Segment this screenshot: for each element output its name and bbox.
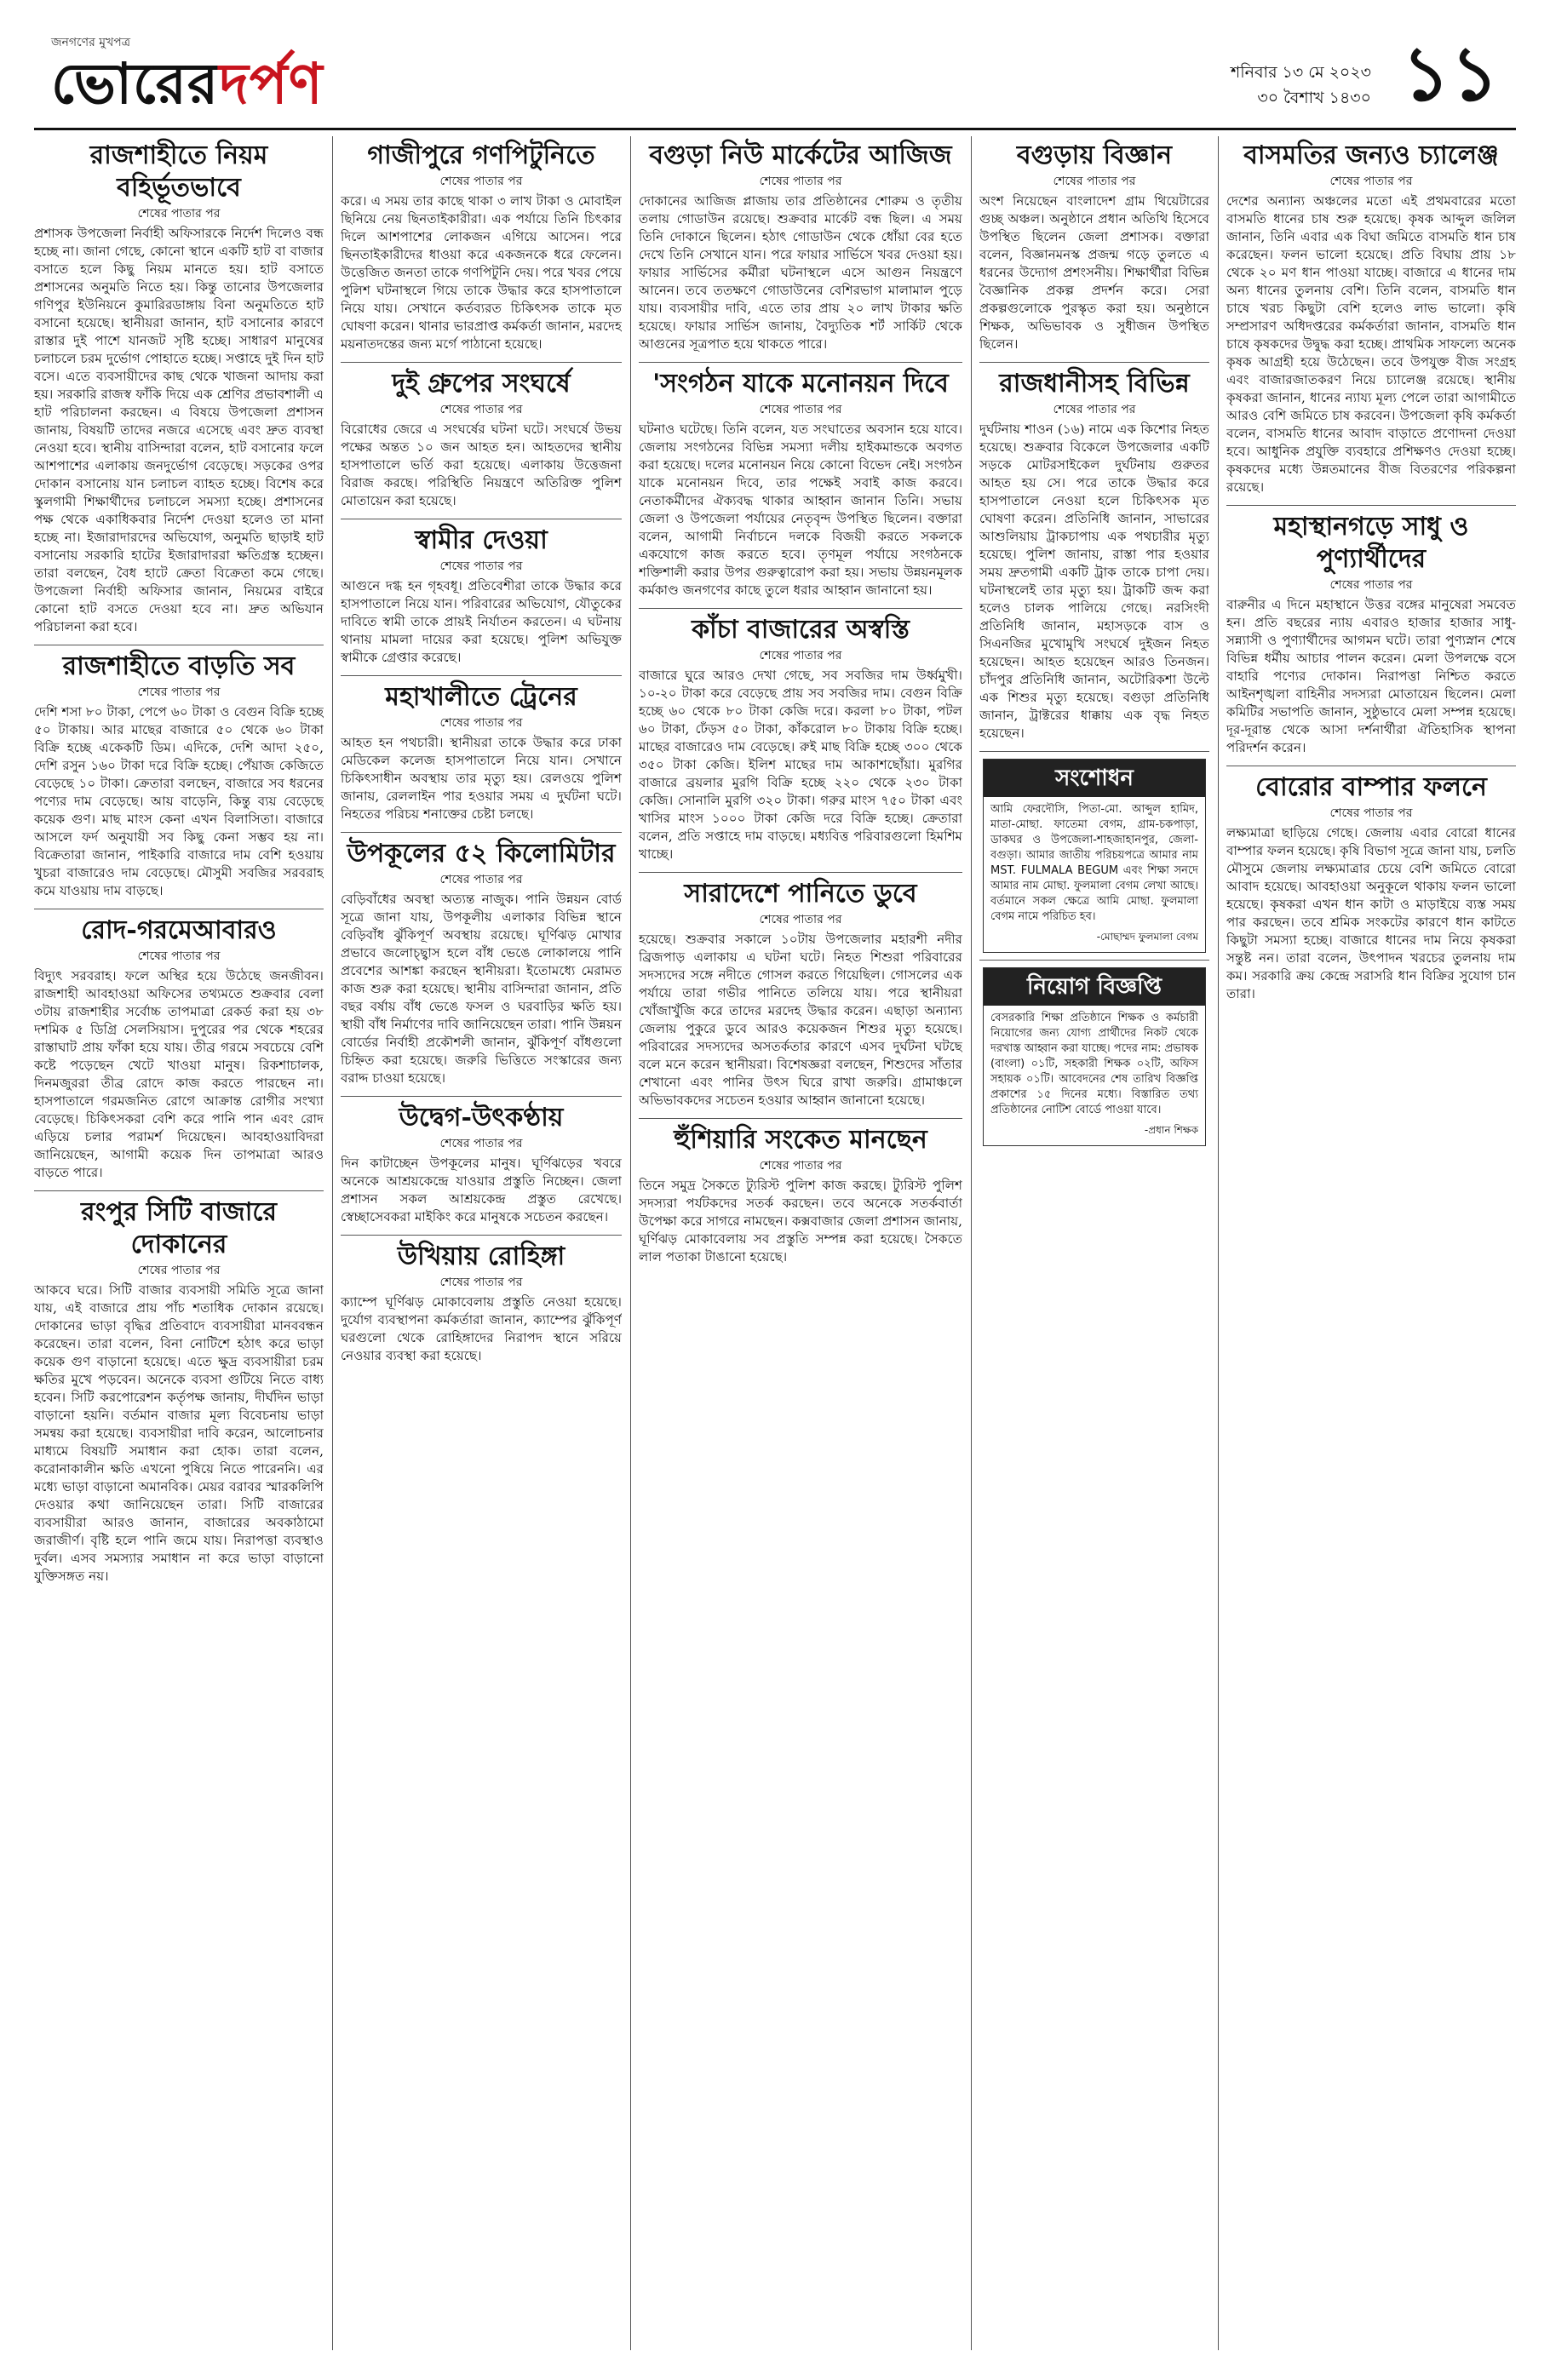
article-divider — [979, 960, 1209, 961]
date-block — [1231, 60, 1371, 111]
article — [1226, 771, 1516, 1003]
column-divider — [630, 136, 631, 2350]
article-kicker: শেষের পাতার পর — [759, 403, 842, 416]
article-headline[interactable]: রাজশাহীতে বাড়তি সব — [62, 651, 296, 681]
article-headline[interactable]: সারাদেশে পানিতে ডুবে — [684, 879, 917, 909]
article-kicker: শেষের পাতার পর — [1329, 175, 1413, 188]
notice-body: বেসরকারি শিক্ষা প্রতিষ্ঠানে শিক্ষক ও কর্মচারী নিয়োগের জন্য যোগ্য প্রার্থীদের নিকট থেকে দরখাস্ত আহ্বান করা যাচ্ছে। পদের নাম: প্রভাষক (বাংলা) ০১টি, সহকারী শিক্ষক ০২টি, অফিস সহায়ক ০১টি। আবেদনের শেষ তারিখ বিজ্ঞপ্তি প্রকাশের ১৫ দিনের মধ্যে। বিস্তারিত তথ্য প্রতিষ্ঠানের নোটিশ বোর্ডে পাওয়া যাবে। — [990, 1012, 1198, 1116]
article-body: দোকানের আজিজ প্লাজায় তার প্রতিষ্ঠানের শোরুম ও তৃতীয় তলায় গোডাউন রয়েছে। শুক্রবার মার্কেট বন্ধ ছিল। এ সময় তিনি দোকানে ছিলেন। হঠাৎ গোডাউন থেকে ধোঁয়া বের হতে দেখে তিনি সেখানে যান। পরে ফায়ার সার্ভিসে খবর দেওয়া হয়। ফায়ার সার্ভিসের কর্মীরা ঘটনাস্থলে এসে আগুন নিয়ন্ত্রণে আনেন। তবে ততক্ষণে গোডাউনের বেশিরভাগ মালামাল পুড়ে যায়। ব্যবসায়ীর দাবি, এতে তার প্রায় ২০ লাখ টাকার ক্ষতি হয়েছে। ফায়ার সার্ভিস জানায়, বৈদ্যুতিক শর্ট সার্কিট থেকে আগুনের সূত্রপাত হয়ে থাকতে পারে। — [639, 193, 962, 352]
article-divider — [341, 1235, 622, 1236]
article-body: তিনে সমুদ্র সৈকতে ট্যুরিস্ট পুলিশ কাজ করছে। ট্যুরিস্ট পুলিশ সদস্যরা পর্যটকদের সতর্ক করছেন। তবে অনেকে সতর্কবার্তা উপেক্ষা করে সাগরে নামছেন। কক্সবাজার জেলা প্রশাসন জানায়, ঘূর্ণিঝড় মোকাবেলায় সব প্রস্তুতি সম্পন্ন করা হয়েছে। সৈকতে লাল পতাকা টাঙানো হয়েছে। — [639, 1178, 962, 1265]
article-kicker: শেষের পাতার পর — [1053, 403, 1136, 416]
article-divider — [341, 675, 622, 676]
article-body: বেড়িবাঁধের অবস্থা অত্যন্ত নাজুক। পানি উন্নয়ন বোর্ড সূত্রে জানা যায়, উপকূলীয় এলাকার বিভিন্ন স্থানে বেড়িবাঁধ ঝুঁকিপূর্ণ অবস্থায় রয়েছে। ঘূর্ণিঝড় মোখার প্রভাবে জলোচ্ছ্বাস হলে বাঁধ ভেঙে লোকালয়ে পানি প্রবেশের আশঙ্কা করছেন স্থানীয়রা। ইতোমধ্যে মেরামত কাজ শুরু করা হয়েছে। স্থানীয় বাসিন্দারা জানান, প্রতি বছর বর্ষায় বাঁধ ভেঙে ফসল ও ঘরবাড়ির ক্ষতি হয়। স্থায়ী বাঁধ নির্মাণের দাবি জানিয়েছেন তারা। পানি উন্নয়ন বোর্ডের নির্বাহী প্রকৌশলী জানান, ঝুঁকিপূর্ণ বাঁধগুলো চিহ্নিত করা হয়েছে। জরুরি ভিত্তিতে সংস্কারের জন্য বরাদ্দ চাওয়া হয়েছে। — [341, 892, 622, 1086]
article-body: ক্যাম্পে ঘূর্ণিঝড় মোকাবেলায় প্রস্তুতি নেওয়া হয়েছে। দুর্যোগ ব্যবস্থাপনা কর্মকর্তারা জানান, ক্যাম্পের ঝুঁকিপূর্ণ ঘরগুলো থেকে রোহিঙ্গাদের নিরাপদ স্থানে সরিয়ে নেওয়ার ব্যবস্থা করা হয়েছে। — [341, 1294, 622, 1363]
article-headline[interactable]: উখিয়ায় রোহিঙ্গা — [397, 1242, 565, 1271]
column-2 — [341, 136, 622, 2350]
article-body: হয়েছে। শুক্রবার সকালে ১০টায় উপজেলার মহারশী নদীর ব্রিজপাড় এলাকায় এ ঘটনা ঘটে। নিহত শিশুরা পরিবারের সদস্যদের সঙ্গে নদীতে গোসল করতে গিয়েছিল। গোসলের এক পর্যায়ে তারা গভীর পানিতে তলিয়ে যায়। পরে স্থানীয়রা খোঁজাখুঁজি করে তাদের মরদেহ উদ্ধার করেন। এছাড়া অন্যান্য জেলায় পুকুরে ডুবে আরও কয়েকজন শিশুর মৃত্যু হয়েছে। পরিবারের সদস্যদের অসতর্কতার কারণে এসব দুর্ঘটনা ঘটছে বলে মনে করেন স্থানীয়রা। বিশেষজ্ঞরা বলছেন, শিশুদের সাঁতার শেখানো এবং পানির উৎস ঘিরে রাখা জরুরি। গ্রামাঞ্চলে অভিভাবকদের সচেতন হওয়ার আহ্বান জানানো হয়েছে। — [639, 932, 962, 1108]
article-body: দেশি শসা ৮০ টাকা, পেপে ৬০ টাকা ও বেগুন বিক্রি হচ্ছে ৫০ টাকায়। আর মাছের বাজারে ৫০ থেকে ৬০ টাকা বিক্রি হচ্ছে একেকটি ডিম। এদিকে, দেশি আদা ২৫০, দেশি রসুন ১৬০ টাকা দরে বিক্রি হচ্ছে। পেঁয়াজ কেজিতে বেড়েছে ১০ টাকা। ক্রেতারা বলছেন, বাজারে সব ধরনের পণ্যের দাম বেড়েছে। আয় বাড়েনি, কিন্তু ব্যয় বেড়েছে কয়েক গুণ। মাছ মাংস কেনা এখন বিলাসিতা। বাজারে আসলে ফর্দ অনুযায়ী সব কিছু কেনা সম্ভব হয় না। বিক্রেতারা জানান, পাইকারি বাজারে দাম বেশি হওয়ায় খুচরা বাজারেও দাম বেড়েছে। মৌসুমী সবজির সরবরাহ কমে যাওয়ায় দাম বাড়ছে। — [34, 704, 324, 898]
article-headline[interactable]: উদ্বেগ-উৎকণ্ঠায় — [399, 1103, 564, 1133]
article — [341, 1241, 622, 1365]
column-4 — [979, 136, 1209, 2350]
logo-part2: দর্পণ — [219, 50, 324, 117]
article — [341, 1102, 622, 1226]
article-kicker: শেষের পাতার পর — [137, 685, 221, 699]
article-headline[interactable]: রাজশাহীতে নিয়ম বহির্ভূতভাবে — [89, 141, 268, 203]
article — [979, 368, 1209, 743]
article-kicker: শেষের পাতার পর — [1329, 806, 1413, 820]
article-headline[interactable]: কাঁচা বাজারের অস্বস্তি — [692, 615, 910, 645]
article-divider — [1226, 505, 1516, 506]
article — [1226, 511, 1516, 757]
column-divider — [332, 136, 333, 2350]
article-kicker: শেষের পাতার পর — [1053, 175, 1136, 188]
logo[interactable] — [51, 32, 324, 117]
article-kicker: শেষের পাতার পর — [759, 1159, 842, 1173]
article-headline[interactable]: স্বামীর দেওয়া — [415, 525, 548, 555]
article — [639, 614, 962, 863]
article-divider — [639, 608, 962, 609]
article-headline[interactable]: রোদ-গরমেআবারও — [81, 915, 277, 945]
article — [639, 368, 962, 599]
notice-box — [983, 759, 1206, 953]
article-kicker: শেষের পাতার পর — [137, 1264, 221, 1277]
logo-part1: ভোরের — [51, 50, 220, 117]
masthead — [34, 26, 1516, 130]
article — [34, 1196, 324, 1586]
notice-title: সংশোধন — [984, 760, 1205, 797]
article — [34, 915, 324, 1182]
column-divider — [1218, 136, 1219, 2350]
article-body: বারুনীর এ দিনে মহাস্থানে উত্তর বঙ্গের মানুষেরা সমবেত হন। প্রতি বছরের ন্যায় এবারও হাজার হাজার সাধু-সন্ন্যাসী ও পুণ্যার্থীদের আগমন ঘটে। তারা পুণ্যস্নান শেষে বিভিন্ন ধর্মীয় আচার পালন করেন। মেলা উপলক্ষে বসে বাহারি পণ্যের দোকান। নিরাপত্তা নিশ্চিত করতে আইনশৃঙ্খলা বাহিনীর সদস্যরা মোতায়েন ছিলেন। মেলা কমিটির সভাপতি জানান, সুষ্ঠুভাবে মেলা সম্পন্ন হয়েছে। দূর-দূরান্ত থেকে আসা দর্শনার্থীরা ঐতিহাসিক স্থাপনা পরিদর্শন করেন। — [1226, 597, 1516, 755]
article-headline[interactable]: রাজধানীসহ বিভিন্ন — [999, 369, 1190, 399]
article-kicker: শেষের পাতার পর — [137, 949, 221, 963]
article-kicker: শেষের পাতার পর — [439, 1276, 523, 1289]
article-headline[interactable]: দুই গ্রুপের সংঘর্ষে — [392, 369, 571, 399]
article-columns — [34, 136, 1516, 2350]
article-divider — [639, 1118, 962, 1119]
article-body: আগুনে দগ্ধ হন গৃহবধূ। প্রতিবেশীরা তাকে উদ্ধার করে হাসপাতালে নিয়ে যান। পরিবারের অভিযোগ, যৌতুকের দাবিতে স্বামী তাকে প্রায়ই নির্যাতন করতেন। এ ঘটনায় থানায় মামলা দায়ের করা হয়েছে। পুলিশ অভিযুক্ত স্বামীকে গ্রেপ্তার করেছে। — [341, 578, 622, 665]
article-divider — [341, 832, 622, 833]
article-body: বিদ্যুৎ সরবরাহ। ফলে অস্থির হয়ে উঠেছে জনজীবন। রাজশাহী আবহাওয়া অফিসের তথ্যমতে শুক্রবার বেলা ৩টায় রাজশাহীর সর্বোচ্চ তাপমাত্রা রেকর্ড করা হয় ৩৮ দশমিক ৫ ডিগ্রি সেলসিয়াস। দুপুরের পর থেকে শহরের রাস্তাঘাট প্রায় ফাঁকা হয়ে যায়। তীব্র গরমে সবচেয়ে বেশি কষ্টে পড়েছেন খেটে খাওয়া মানুষ। রিকশাচালক, দিনমজুররা তীব্র রোদে কাজ করতে পারছেন না। হাসপাতালে গরমজনিত রোগে আক্রান্ত রোগীর সংখ্যা বেড়েছে। চিকিৎসকরা বেশি করে পানি পান এবং রোদ এড়িয়ে চলার পরামর্শ দিয়েছেন। আবহাওয়াবিদরা জানিয়েছেন, আগামী কয়েক দিন তাপমাত্রা আরও বাড়তে পারে। — [34, 968, 324, 1180]
column-5 — [1226, 136, 1516, 2350]
article — [341, 368, 622, 510]
article-headline[interactable]: বগুড়া নিউ মার্কেটের আজিজ — [649, 141, 952, 170]
article-kicker: শেষের পাতার পর — [439, 873, 523, 886]
notice-title: নিয়োগ বিজ্ঞপ্তি — [984, 968, 1205, 1006]
article — [979, 140, 1209, 353]
article-headline[interactable]: বোরোর বাম্পার ফলনে — [1255, 772, 1487, 802]
article — [34, 140, 324, 636]
article — [639, 878, 962, 1110]
article-body: অংশ নিয়েছেন বাংলাদেশ গ্রাম থিয়েটারের গুচ্ছ অঞ্চল। অনুষ্ঠানে প্রধান অতিথি হিসেবে উপস্থিত ছিলেন জেলা প্রশাসক। বক্তারা বলেন, বিজ্ঞানমনস্ক প্রজন্ম গড়ে তুলতে এ ধরনের উদ্যোগ প্রশংসনীয়। শিক্ষার্থীরা বিভিন্ন বৈজ্ঞানিক প্রকল্প প্রদর্শন করে। সেরা প্রকল্পগুলোকে পুরস্কৃত করা হয়। অনুষ্ঠানে শিক্ষক, অভিভাবক ও সুধীজন উপস্থিত ছিলেন। — [979, 193, 1209, 352]
article-body: দেশের অন্যান্য অঞ্চলের মতো এই প্রথমবারের মতো বাসমতি ধানের চাষ শুরু হয়েছে। কৃষক আব্দুল জলিল জানান, তিনি এবার এক বিঘা জমিতে বাসমতি ধান চাষ করেছেন। ফলন ভালো হয়েছে। প্রতি বিঘায় প্রায় ১৮ থেকে ২০ মণ ধান পাওয়া যাচ্ছে। বাজারে এ ধানের দাম অন্য ধানের তুলনায় বেশি। তিনি বলেন, বাসমতি ধান চাষে খরচ কিছুটা বেশি হলেও লাভ ভালো। কৃষি সম্প্রসারণ অধিদপ্তরের কর্মকর্তারা জানান, বাসমতি ধান চাষে কৃষকদের উদ্বুদ্ধ করা হচ্ছে। প্রাথমিক সাফল্যে অনেক কৃষক আগ্রহী হয়ে উঠেছেন। তবে উপযুক্ত বীজ সংগ্রহ এবং বাজারজাতকরণ নিয়ে চ্যালেঞ্জ রয়েছে। স্থানীয় কৃষকরা জানান, ধানের ন্যায্য মূল্য পেলে তারা আগামীতে আরও বেশি জমিতে চাষ করবেন। উপজেলা কৃষি কর্মকর্তা বলেন, বাসমতি ধানের আবাদ বাড়াতে প্রণোদনা দেওয়া হবে। আধুনিক প্রযুক্তি ব্যবহারে প্রশিক্ষণও দেওয়া হচ্ছে। কৃষকদের মধ্যে উন্নতমানের বীজ বিতরণের পরিকল্পনা রয়েছে। — [1226, 193, 1516, 495]
article-body: দুর্ঘটনায় শাওন (১৬) নামে এক কিশোর নিহত হয়েছে। শুক্রবার বিকেলে উপজেলার একটি সড়কে মোটরসাইকেল দুর্ঘটনায় গুরুতর আহত হয় সে। পরে তাকে উদ্ধার করে হাসপাতালে নেওয়া হলে চিকিৎসক মৃত ঘোষণা করেন। প্রতিনিধি জানান, সাভারের আশুলিয়ায় ট্রাকচাপায় এক পথচারীর মৃত্যু হয়েছে। পুলিশ জানায়, রাস্তা পার হওয়ার সময় দ্রুতগামী একটি ট্রাক তাকে চাপা দেয়। ঘটনাস্থলেই তার মৃত্যু হয়। ট্রাকটি জব্দ করা হলেও চালক পালিয়ে গেছে। নরসিংদী প্রতিনিধি জানান, মহাসড়কে বাস ও সিএনজির মুখোমুখি সংঘর্ষে দুইজন নিহত হয়েছেন। আহত হয়েছেন আরও তিনজন। চাঁদপুর প্রতিনিধি জানান, অটোরিকশা উল্টে এক শিশুর মৃত্যু হয়েছে। বগুড়া প্রতিনিধি জানান, ট্রাক্টরের ধাক্কায় এক বৃদ্ধ নিহত হয়েছেন। — [979, 422, 1209, 741]
article — [1226, 140, 1516, 496]
notice-signature: -প্রধান শিক্ষক — [1144, 1124, 1198, 1136]
article-headline[interactable]: গাজীপুরে গণপিটুনিতে — [367, 141, 595, 170]
article-body: করে। এ সময় তার কাছে থাকা ৩ লাখ টাকা ও মোবাইল ছিনিয়ে নেয় ছিনতাইকারীরা। এক পর্যায়ে তিনি চিৎকার দিলে আশপাশের লোকজন এগিয়ে আসেন। পরে ছিনতাইকারীদের ধাওয়া করে একজনকে ধরে ফেলেন। উত্তেজিত জনতা তাকে গণপিটুনি দেয়। পরে খবর পেয়ে পুলিশ ঘটনাস্থলে গিয়ে তাকে উদ্ধার করে হাসপাতালে নিয়ে যায়। সেখানে কর্তব্যরত চিকিৎসক তাকে মৃত ঘোষণা করেন। থানার ভারপ্রাপ্ত কর্মকর্তা জানান, মরদেহ ময়নাতদন্তের জন্য মর্গে পাঠানো হয়েছে। — [341, 193, 622, 352]
notice-signature: -মোছাম্মদ ফুলমালা বেগম — [1096, 931, 1198, 943]
article-divider — [341, 362, 622, 363]
column-divider — [971, 136, 972, 2350]
article-kicker: শেষের পাতার পর — [439, 559, 523, 573]
date-bengali: ৩০ বৈশাখ ১৪৩০ — [1257, 89, 1371, 107]
article-headline[interactable]: হুঁশিয়ারি সংকেত মানছেন — [674, 1125, 927, 1155]
article-body: লক্ষ্যমাত্রা ছাড়িয়ে গেছে। জেলায় এবার বোরো ধানের বাম্পার ফলন হয়েছে। কৃষি বিভাগ সূত্রে জানা যায়, চলতি মৌসুমে জেলায় লক্ষ্যমাত্রার চেয়ে বেশি জমিতে বোরো আবাদ হয়েছে। আবহাওয়া অনুকূলে থাকায় ফলন ভালো হয়েছে। কৃষকরা এখন ধান কাটা ও মাড়াইয়ে ব্যস্ত সময় পার করছেন। তবে শ্রমিক সংকটের কারণে ধান কাটতে কিছুটা সমস্যা হচ্ছে। বাজারে ধানের দাম নিয়ে কৃষকরা সন্তুষ্ট নন। তারা বলেন, উৎপাদন খরচের তুলনায় দাম কম। সরকারি ক্রয় কেন্দ্রে সরাসরি ধান বিক্রির সুযোগ চান তারা। — [1226, 825, 1516, 1001]
notice-box — [983, 967, 1206, 1146]
column-3 — [639, 136, 962, 2350]
logo-tagline: জনগণের মুখপত্র — [51, 36, 131, 49]
article-divider — [979, 362, 1209, 363]
page-number: ১১ — [1401, 29, 1499, 118]
article — [341, 681, 622, 823]
article-divider — [639, 872, 962, 873]
article — [341, 140, 622, 353]
article-body: আকবে ঘরে। সিটি বাজার ব্যবসায়ী সমিতি সূত্রে জানা যায়, এই বাজারে প্রায় পাঁচ শতাধিক দোকান রয়েছে। দোকানের ভাড়া বৃদ্ধির প্রতিবাদে ব্যবসায়ীরা মানববন্ধন করেছেন। তারা বলেন, বিনা নোটিশে হঠাৎ করে ভাড়া কয়েক গুণ বাড়ানো হয়েছে। এতে ক্ষুদ্র ব্যবসায়ীরা চরম ক্ষতির মুখে পড়বেন। অনেকে ব্যবসা গুটিয়ে নিতে বাধ্য হবেন। সিটি করপোরেশন কর্তৃপক্ষ জানায়, দীর্ঘদিন ভাড়া বাড়ানো হয়নি। বর্তমান বাজার মূল্য বিবেচনায় ভাড়া সমন্বয় করা হয়েছে। ব্যবসায়ীরা দাবি করেন, আলোচনার মাধ্যমে বিষয়টি সমাধান করা হোক। তারা বলেন, করোনাকালীন ক্ষতি এখনো পুষিয়ে নিতে পারেননি। এর মধ্যে ভাড়া বাড়ানো অমানবিক। মেয়র বরাবর স্মারকলিপি দেওয়ার কথা জানিয়েছেন তারা। সিটি বাজারের ব্যবসায়ীরা আরও জানান, বাজারের অবকাঠামো জরাজীর্ণ। বৃষ্টি হলে পানি জমে যায়। নিরাপত্তা ব্যবস্থাও দুর্বল। এসব সমস্যার সমাধান না করে ভাড়া বাড়ানো যুক্তিসঙ্গত নয়। — [34, 1282, 324, 1584]
article — [639, 140, 962, 353]
article-kicker: শেষের পাতার পর — [439, 716, 523, 730]
article-kicker: শেষের পাতার পর — [439, 175, 523, 188]
notice-body: আমি ফেরদৌসি, পিতা-মো. আব্দুল হামিদ, মাতা-মোছা. ফাতেমা বেগম, গ্রাম-চকপাড়া, ডাকঘর ও উপজেলা-শাহজাহানপুর, জেলা-বগুড়া। আমার জাতীয় পরিচয়পত্রে আমার নাম MST. FULMALA BEGUM এবং শিক্ষা সনদে আমার নাম মোছা. ফুলমালা বেগম লেখা আছে। বর্তমানে সকল ক্ষেত্রে আমি মোছা. ফুলমালা বেগম নামে পরিচিত হব। — [990, 803, 1198, 923]
article-body: দিন কাটাচ্ছেন উপকূলের মানুষ। ঘূর্ণিঝড়ের খবরে অনেকে আশ্রয়কেন্দ্রে যাওয়ার প্রস্তুতি নিচ্ছেন। জেলা প্রশাসন সকল আশ্রয়কেন্দ্র প্রস্তুত রেখেছে। স্বেচ্ছাসেবকরা মাইকিং করে মানুষকে সচেতন করছেন। — [341, 1156, 622, 1224]
article — [34, 651, 324, 900]
article-kicker: শেষের পাতার পর — [439, 1137, 523, 1150]
article-kicker: শেষের পাতার পর — [1329, 578, 1413, 592]
article-divider — [979, 751, 1209, 752]
article — [341, 838, 622, 1087]
article-body: আহত হন পথচারী। স্থানীয়রা তাকে উদ্ধার করে ঢাকা মেডিকেল কলেজ হাসপাতালে নিয়ে যান। সেখানে চিকিৎসাধীন অবস্থায় তার মৃত্যু হয়। রেলওয়ে পুলিশ জানায়, রেললাইন পার হওয়ার সময় এ দুর্ঘটনা ঘটে। নিহতের পরিচয় শনাক্তের চেষ্টা চলছে। — [341, 735, 622, 822]
article-headline[interactable]: 'সংগঠন যাকে মনোনয়ন দিবে — [652, 369, 949, 399]
article-kicker: শেষের পাতার পর — [759, 175, 842, 188]
article-body: বিরোধের জেরে এ সংঘর্ষের ঘটনা ঘটে। সংঘর্ষে উভয় পক্ষের অন্তত ১০ জন আহত হন। আহতদের স্থানীয় হাসপাতালে ভর্তি করা হয়েছে। এলাকায় উত্তেজনা বিরাজ করছে। পরিস্থিতি নিয়ন্ত্রণে অতিরিক্ত পুলিশ মোতায়েন করা হয়েছে। — [341, 422, 622, 508]
date-gregorian: শনিবার ১৩ মে ২০২৩ — [1230, 63, 1371, 82]
article — [639, 1124, 962, 1266]
article — [341, 525, 622, 667]
article-kicker: শেষের পাতার পর — [137, 207, 221, 221]
article-body: বাজারে ঘুরে আরও দেখা গেছে, সব সবজির দাম উর্ধ্বমুখী। ১০-২০ টাকা করে বেড়েছে প্রায় সব সবজির দাম। বেগুন বিক্রি হচ্ছে ৬০ থেকে ৮০ টাকা কেজি দরে। করলা ৮০ টাকা, পটল ৬০ টাকা, ঢেঁড়স ৫০ টাকা, কাঁকরোল ৮০ টাকায় বিক্রি হচ্ছে। মাছের বাজারেও দাম বেড়েছে। রুই মাছ বিক্রি হচ্ছে ৩০০ থেকে ৩৫০ টাকা কেজি। ইলিশ মাছের দাম আকাশছোঁয়া। মুরগির বাজারে ব্রয়লার মুরগি বিক্রি হচ্ছে ২২০ থেকে ২৩০ টাকা কেজি। সোনালি মুরগি ৩২০ টাকা। গরুর মাংস ৭৫০ টাকা এবং খাসির মাংস ১০০০ টাকা কেজি দরে বিক্রি হচ্ছে। ক্রেতারা বলেন, প্রতি সপ্তাহে দাম বাড়ছে। মধ্যবিত্ত পরিবারগুলো হিমশিম খাচ্ছে। — [639, 668, 962, 862]
article-body: প্রশাসক উপজেলা নির্বাহী অফিসারকে নির্দেশ দিলেও বন্ধ হচ্ছে না। জানা গেছে, কোনো স্থানে একটি হাট বা বাজার বসাতে হলে কিছু নিয়ম মানতে হয়। হাট বসাতে প্রশাসনের অনুমতি নিতে হয়। কিন্তু তানোর উপজেলার গণিপুর ইউনিয়নে কুমারিরডাঙ্গায় বিনা অনুমতিতে হাট বসানো হয়েছে। স্থানীয়রা জানান, হাট বসানোর কারণে রাস্তার দুই পাশে যানজট সৃষ্টি হচ্ছে। সাধারণ মানুষের চলাচলে চরম দুর্ভোগ পোহাতে হচ্ছে। সপ্তাহে দুই দিন হাট বসে। এতে ব্যবসায়ীদের কাছ থেকে খাজনা আদায় করা হয়। সরকারি রাজস্ব ফাঁকি দিয়ে এক শ্রেণির প্রভাবশালী এ হাট পরিচালনা করছেন। এ বিষয়ে উপজেলা প্রশাসন জানায়, বিষয়টি তাদের নজরে এসেছে এবং দ্রুত ব্যবস্থা নেওয়া হবে। স্থানীয় বাসিন্দারা বলেন, হাট বসানোর ফলে আশপাশের এলাকায় জনদুর্ভোগ বেড়েছে। সড়কের ওপর দোকান বসানোয় যান চলাচল ব্যাহত হচ্ছে। বিশেষ করে স্কুলগামী শিক্ষার্থীদের চলাচলে সমস্যা হচ্ছে। প্রশাসনের পক্ষ থেকে একাধিকবার নির্দেশ দেওয়া হলেও তা মানা হচ্ছে না। ইজারাদারদের অভিযোগ, অনুমতি ছাড়াই হাট বসানোয় সরকারি হাটের ইজারাদাররা ক্ষতিগ্রস্ত হচ্ছেন। তারা বলছেন, বৈধ হাটে ক্রেতা বিক্রেতা কমে গেছে। উপজেলা নির্বাহী অফিসার জানান, নিয়মের বাইরে কোনো হাট বসতে দেওয়া হবে না। দ্রুত অভিযান পরিচালনা করা হবে। — [34, 226, 324, 634]
article-headline[interactable]: বগুড়ায় বিজ্ঞান — [1016, 141, 1173, 170]
article-kicker: শেষের পাতার পর — [439, 403, 523, 416]
article-headline[interactable]: উপকূলের ৫২ কিলোমিটার — [347, 839, 616, 869]
article-headline[interactable]: মহাখালীতে ট্রেনের — [385, 682, 577, 712]
article-body: ঘটনাও ঘটেছে। তিনি বলেন, যত সংঘাতের অবসান হয়ে যাবে। জেলায় সংগঠনের বিভিন্ন সমস্যা দলীয় হাইকমান্ডকে অবগত করা হয়েছে। দলের মনোনয়ন নিয়ে কোনো বিভেদ নেই। সংগঠন যাকে মনোনয়ন দিবে, তার পক্ষেই সবাই কাজ করবে। নেতাকর্মীদের ঐক্যবদ্ধ থাকার আহ্বান জানান তিনি। সভায় জেলা ও উপজেলা পর্যায়ের নেতৃবৃন্দ উপস্থিত ছিলেন। বক্তারা বলেন, আগামী নির্বাচনে দলকে বিজয়ী করতে সকলকে একযোগে কাজ করতে হবে। তৃণমূল পর্যায়ে সংগঠনকে শক্তিশালী করার উপর গুরুত্বারোপ করা হয়। সভায় উন্নয়নমূলক কর্মকাণ্ড জনগণের কাছে তুলে ধরার আহ্বান জানানো হয়। — [639, 422, 962, 598]
article-headline[interactable]: বাসমতির জন্যও চ্যালেঞ্জ — [1243, 141, 1499, 170]
column-1 — [34, 136, 324, 2350]
article-kicker: শেষের পাতার পর — [759, 649, 842, 662]
article-divider — [341, 1096, 622, 1097]
article-headline[interactable]: রংপুর সিটি বাজারে দোকানের — [81, 1197, 277, 1259]
article-kicker: শেষের পাতার পর — [759, 913, 842, 926]
article-headline[interactable]: মহাস্থানগড়ে সাধু ও পুণ্যার্থীদের — [1273, 512, 1469, 574]
article-divider — [639, 362, 962, 363]
article-divider — [34, 1190, 324, 1191]
